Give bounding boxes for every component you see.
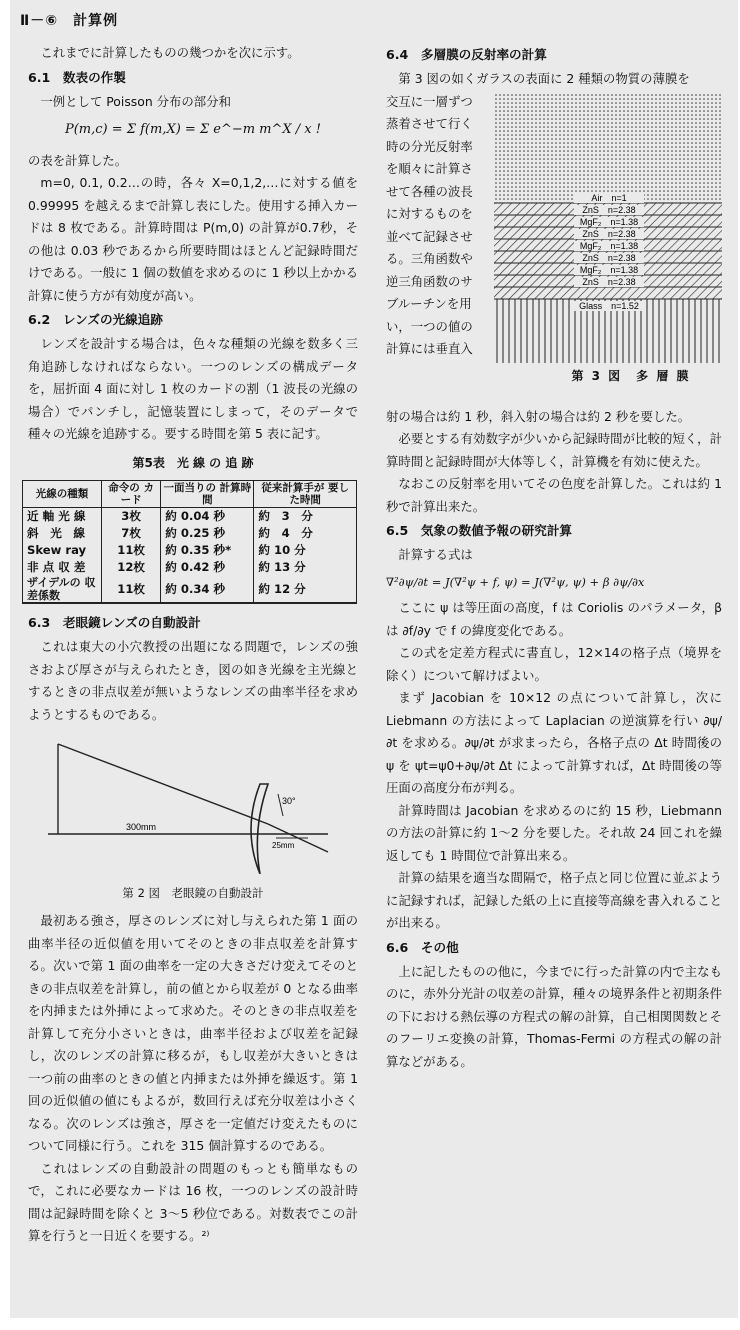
table-cell: 3枚: [102, 508, 161, 526]
table-row: [23, 508, 357, 526]
section-6-5-p2: ここに ψ は等圧面の高度，f は Coriolis のパラメータ，β は ∂f/∂y で f の緯度変化である。: [386, 600, 722, 638]
layer-label: ZnS n=2.38: [582, 252, 636, 263]
table-5: [22, 480, 357, 604]
table-cell: 11枚: [102, 542, 161, 559]
table-cell: 斜 光 線: [23, 525, 102, 542]
section-6-5-p5: 計算時間は Jacobian を求めるのに約 15 秒，Liebmann の方法の計算に約 1〜2 分を要した。それ故 24 回これを繰返しても 1 時間位で計算出来る。: [386, 802, 722, 863]
right-column: [386, 42, 722, 1073]
layer-label: Glass n=1.52: [579, 300, 639, 311]
table-header-cell: 光線の種類: [23, 481, 102, 508]
table-row: [23, 559, 357, 576]
figure-3-multilayer: [494, 93, 722, 363]
table-cell: Skew ray: [23, 542, 102, 559]
page-header: Ⅱ－⑥ 計算例: [20, 13, 119, 29]
vorticity-formula: ∇²∂ψ/∂t = J(∇²ψ + f, ψ) = J(∇²ψ, ψ) + β ∂ψ/∂x: [386, 574, 645, 589]
figure-2-lens-diagram: [28, 734, 358, 874]
section-6-3-p1: これは東大の小穴教授の出題になる問題で，レンズの強さおよび厚さが与えられたとき，図の如き光線を主光線とするときの非点収差が無いようなレンズの曲率半径を求めようとするものである。: [28, 639, 358, 722]
layer-label: ZnS n=2.38: [582, 228, 636, 239]
table-cell: 7枚: [102, 525, 161, 542]
layer-label: MgF₂ n=1.38: [579, 264, 639, 275]
table-cell: 約 0.25 秒: [161, 525, 254, 542]
table-cell: 約 13 分: [254, 559, 357, 576]
table-cell: 約 4 分: [254, 525, 357, 542]
layer-label: Air n=1: [591, 192, 627, 203]
layer-label: MgF₂ n=1.38: [579, 240, 639, 251]
table-cell: 約 10 分: [254, 542, 357, 559]
thickness-label: 25mm: [272, 841, 295, 850]
section-6-6-p1: 上に記したものの他に，今までに行った計算の内で主なものに，赤外分光計の収差の計算，種々の境界条件と初期条件の下における熱伝導の方程式の解の計算，自己相関関数とそのフーリエ変換の計算，Thomas-Fermi の方程式の解の計算などがある。: [386, 963, 722, 1069]
figure-3-caption: 第 3 図 多 層 膜: [571, 368, 691, 383]
side-text-line: に対するものを: [386, 206, 473, 221]
section-6-5-heading: 6.5 気象の数値予報の研究計算: [386, 523, 573, 538]
side-text-line: 時の分光反射率: [386, 138, 473, 154]
section-6-5-p4: まず Jacobian を 10×12 の点について計算し，次に Liebmann の方法によって Laplacian の逆演算を行い ∂ψ/∂t を求める。∂ψ/∂t が求まったら，各格子点の Δt 時間後の ψ を ψt=ψ0+∂ψ/∂t Δt によって計算すれば，Δt 時間後の等圧面の高度分布が判る。: [386, 690, 722, 795]
side-text-line: 計算には垂直入: [386, 341, 473, 356]
section-6-4-p3: 必要とする有効数字が少いから記録時間が比較的短く，計算時間と記録時間が大体等しく，計算機を有効に使えた。: [386, 431, 722, 469]
section-6-1-p2: の表を計算した。: [28, 152, 128, 168]
figure-2-caption: 第 2 図 老眼鏡の自動設計: [122, 885, 264, 900]
section-6-2-heading: 6.2 レンズの光線追跡: [28, 312, 163, 327]
side-text-line: を順々に計算さ: [386, 161, 473, 176]
table-cell: 約 3 分: [254, 508, 357, 526]
table-header-cell: 一面当りの 計算時間: [161, 481, 254, 508]
poisson-formula: P(m,c) = Σ f(m,X) = Σ e^−m m^X / x !: [64, 122, 321, 137]
table-cell: 約 0.35 秒*: [161, 542, 254, 559]
table-header-cell: 従来計算手が 要した時間: [254, 481, 357, 508]
layer-label: ZnS n=2.38: [582, 204, 636, 215]
table-cell: 約 0.42 秒: [161, 559, 254, 576]
table-row: [23, 542, 357, 559]
chief-ray: [58, 744, 268, 824]
side-text-line: る。三角函数や: [386, 251, 473, 266]
intro-text: これまでに計算したものの幾つかを次に示す。: [40, 45, 300, 60]
section-6-1-heading: 6.1 数表の作製: [28, 69, 126, 85]
air-region: [494, 93, 722, 203]
table-cell: 11枚: [102, 576, 161, 603]
table-cell: 12枚: [102, 559, 161, 576]
side-text-line: 並べて記録させ: [386, 228, 473, 244]
table-header-cell: 命令の カード: [102, 481, 161, 508]
section-6-1-p1: 一例として Poisson 分布の部分和: [40, 93, 231, 109]
section-6-4-p1: 第 3 図の如くガラスの表面に 2 種類の物質の薄膜を: [398, 71, 690, 86]
figure-side-text: [386, 91, 488, 361]
layer-label: MgF₂ n=1.38: [579, 216, 639, 227]
section-6-3-p2: 最初ある強さ，厚さのレンズに対し与えられた第 1 面の曲率半径の近似値を用いてそのときの非点収差を計算する。次いで第 1 面の曲率を一定の大きさだけ変えてそのときの非点収差を計算し，前の値とから収差が 0 となる曲率を内挿または外挿によって求めた。そのときの非点収差を計算して充分小さいときは，曲率半径および収差を記録し，次のレンズの計算に移るが，もし収差が大きいときは一つ前の曲率のときの値と内挿または外挿を繰返す。第 1 回の近似値の値にもよるが，数回行えば充分収差は小さくなる。次のレンズは強さ，厚さを一定値だけ変えたものについて同様に行う。これを 315 個計算するのである。: [28, 913, 358, 1153]
section-6-5-p3: この式を定差方程式に書直し，12×14の格子点（境界を除く）について解けばよい。: [386, 645, 722, 683]
table-5-caption: 第5表 光 線 の 追 跡: [132, 455, 254, 470]
table-cell: 約 0.34 秒: [161, 576, 254, 603]
section-6-4-p4: なおこの反射率を用いてその色度を計算した。これは約 1 秒で計算出来た。: [386, 476, 722, 514]
section-6-5-p6: 計算の結果を適当な間隔で，格子点と同じ位置に並ぶように記録すれば，記録した紙の上に直接等高線を書入れることが出来る。: [386, 870, 722, 930]
distance-label: 300mm: [126, 822, 157, 832]
table-cell: 約 12 分: [254, 576, 357, 603]
table-row: [23, 525, 357, 542]
left-column: [28, 42, 358, 1248]
side-text-line: 蒸着させて行く: [386, 116, 473, 131]
table-header-row: [23, 481, 357, 508]
section-6-3-p3: これはレンズの自動設計の問題のもっとも簡単なもので，これに必要なカードは 16 枚，一つのレンズの設計時間は記録時間を除くと 3〜5 秒位である。対数表でこの計算を行うと一日近くを要する。²⁾: [28, 1160, 358, 1243]
figure-3-block: [386, 91, 722, 406]
layer-label: ZnS n=2.38: [582, 276, 636, 287]
section-6-6-heading: 6.6 その他: [386, 939, 459, 955]
section-6-3-heading: 6.3 老眼鏡レンズの自動設計: [28, 615, 201, 630]
table-row: [23, 576, 357, 603]
table-cell: 近 軸 光 線: [23, 508, 102, 526]
section-6-4-p2: 射の場合は約 1 秒，斜入射の場合は約 2 秒を要した。: [386, 408, 691, 424]
table-cell: 非 点 収 差: [23, 559, 102, 576]
side-text-line: せて各種の波長: [386, 183, 473, 199]
lens-shape: [251, 784, 268, 874]
table-cell: 約 0.04 秒: [161, 508, 254, 526]
side-text-line: ブルーチンを用: [386, 296, 472, 311]
angle-label: 30°: [282, 796, 296, 806]
side-text-line: 逆三角函数のサ: [386, 273, 473, 289]
table-cell: ザイデルの 収差係数: [23, 576, 102, 603]
section-6-4-heading: 6.4 多層膜の反射率の計算: [386, 47, 547, 62]
side-text-line: 交互に一層ずつ: [386, 93, 473, 109]
section-6-1-p3: m=0, 0.1, 0.2…の時，各々 X=0,1,2,…に対する値を 0.99995 を越えるまで計算し表にした。使用する挿入カードは 8 枚である。計算時間は P(m,0) の計算が0.7秒，その他は 0.03 秒であるから所要時間はほとんど記録時間だけである。一般に 1 個の数値を求めるのに 1 秒以上かかる計算に使う方が有効度が高い。: [28, 175, 358, 303]
section-6-2-p1: レンズを設計する場合は，色々な種類の光線を数多く三角追跡しなければならない。一つのレンズの構成データを，屈折面 4 面に対し 1 枚のカードの割（1 波長の光線の場合）でパンチし，記憶装置にしまって，そのデータで種々の光線を追跡する。要する時間を第 5 表に記す。: [28, 336, 358, 441]
side-text-line: い，一つの値の: [386, 318, 473, 334]
section-6-5-p1: 計算する式は: [398, 547, 473, 562]
